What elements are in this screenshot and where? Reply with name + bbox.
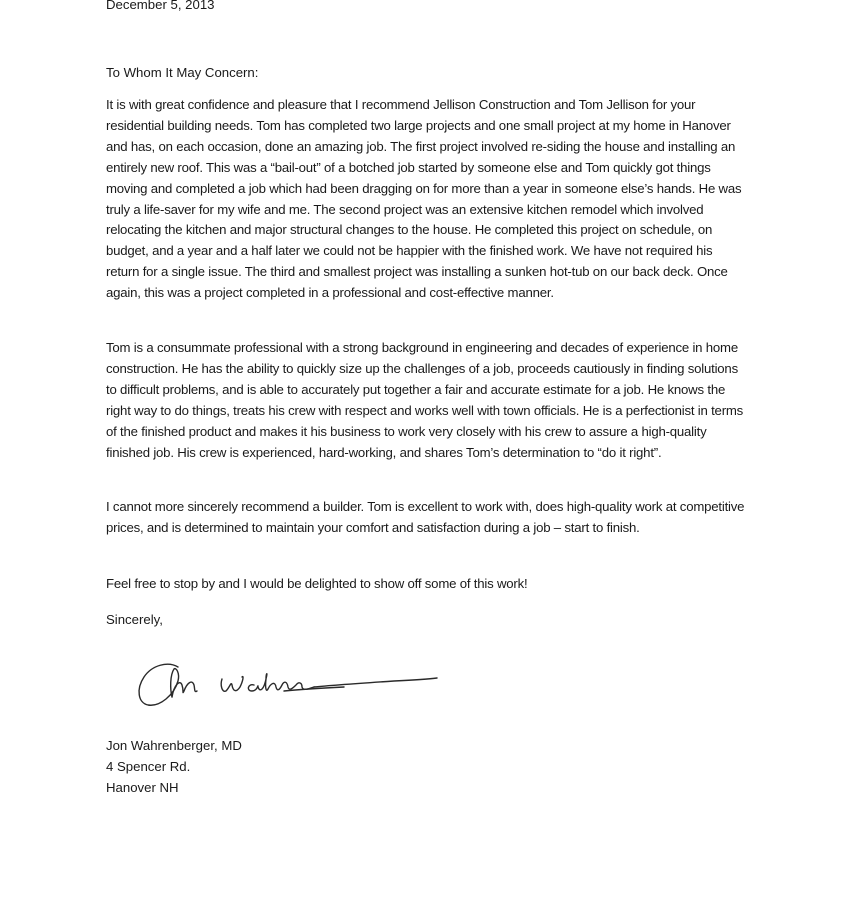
letter-date: December 5, 2013 <box>106 0 215 12</box>
closing: Sincerely, <box>106 612 163 627</box>
signer-name: Jon Wahrenberger, MD <box>106 738 242 753</box>
paragraph-professionalism: Tom is a consummate professional with a strong background in engineering and decades of experience in home construction. He has the ability to quickly size up the challenges of a job, proceeds cautiously in finding solutions to difficult problems, and is able to accurately put together a fair and accurate estimate for a job. He knows the right way to do things, treats his crew with respect and works well with town officials. He is a perfectionist in terms of the finished product and makes it his business to work very closely with his crew to assure a high-quality finished job. His crew is experienced, hard-working, and shares Tom’s determination to “do it right”. <box>106 340 744 460</box>
signer-block <box>106 735 242 798</box>
paragraph-recommendation: I cannot more sincerely recommend a builder. Tom is excellent to work with, does high-quality work at competitive prices, and is determined to maintain your comfort and satisfaction during a job – start to finish. <box>106 499 745 535</box>
signature-icon <box>134 655 444 715</box>
paragraph-projects: It is with great confidence and pleasure that I recommend Jellison Construction and Tom Jellison for your residential building needs. Tom has completed two large projects and one small project at my home in Hanover and has, on each occasion, done an amazing job. The first project involved re-siding the house and installing an entirely new roof. This was a “bail-out” of a botched job started by someone else and Tom quickly got things moving and completed a job which had been dragging on for more than a year in someone else’s hands. He was truly a life-saver for my wife and me. The second project was an extensive kitchen remodel which involved relocating the kitchen and major structural changes to the house. He completed this project on schedule, on budget, and a year and a half later we could not be happier with the finished work. We have not required his return for a single issue. The third and smallest project was installing a sunken hot-tub on our back deck. Once again, this was a project completed in a professional and cost-effective manner. <box>106 97 742 301</box>
salutation: To Whom It May Concern: <box>106 65 259 80</box>
signer-address-city: Hanover NH <box>106 780 179 795</box>
signer-address-street: 4 Spencer Rd. <box>106 759 191 774</box>
paragraph-invitation: Feel free to stop by and I would be delighted to show off some of this work! <box>106 576 528 591</box>
